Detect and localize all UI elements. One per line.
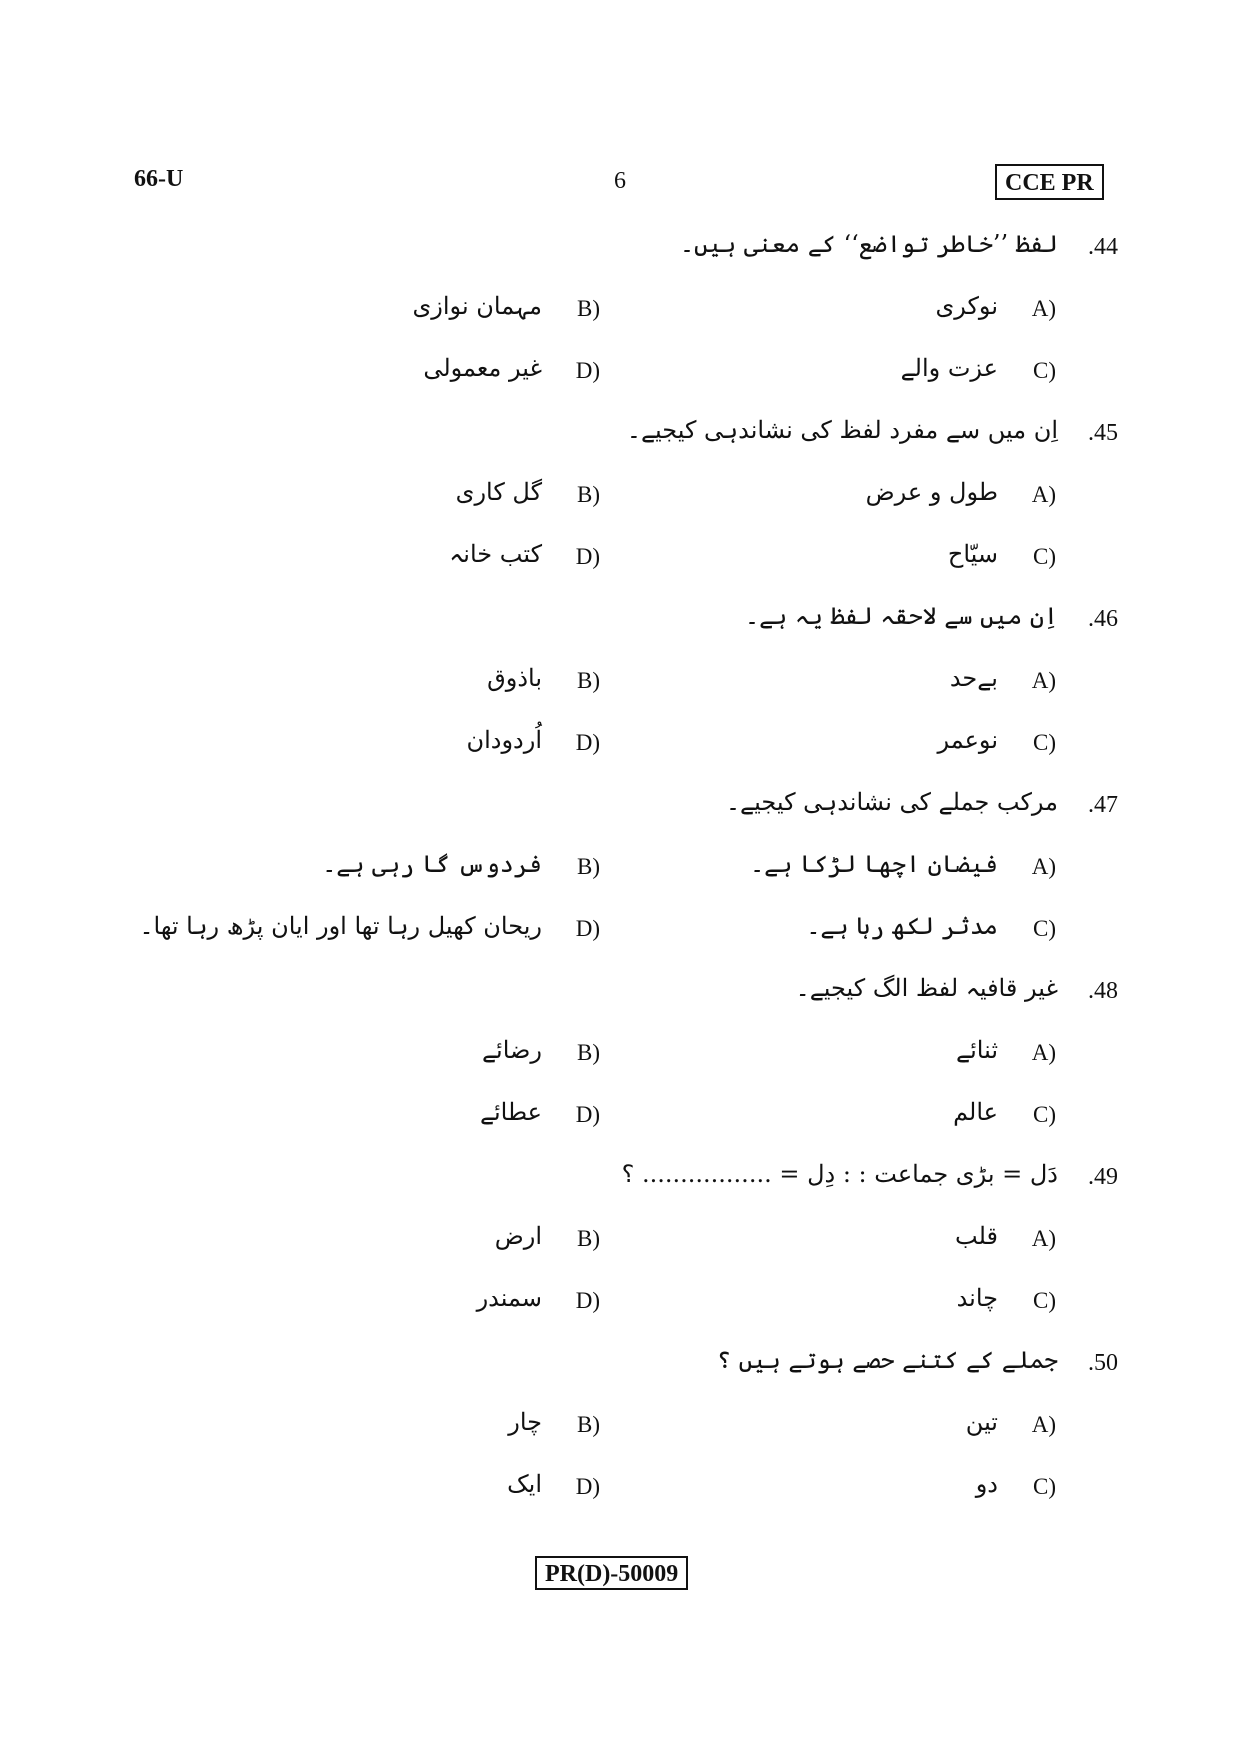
option-text: بےحد [949, 664, 998, 692]
option-text: سمندر [476, 1284, 542, 1312]
option-b [200, 1220, 600, 1268]
option-letter: B) [577, 1412, 600, 1437]
option-letter: A) [1031, 668, 1056, 693]
option-letter: B) [577, 482, 600, 507]
option-b [200, 476, 600, 524]
paper-code: 66-U [134, 166, 184, 192]
option-letter: A) [1031, 854, 1056, 879]
option-b [200, 290, 600, 338]
question-number: .48 [1088, 978, 1118, 1004]
option-text: باذوق [487, 664, 542, 692]
question-number: .45 [1088, 420, 1118, 446]
option-text: عطائے [479, 1098, 542, 1126]
option-letter: C) [1033, 1474, 1056, 1499]
question-number: .49 [1088, 1164, 1118, 1190]
option-c [656, 538, 1056, 586]
question-number: .50 [1088, 1350, 1118, 1376]
option-text: قلب [955, 1222, 998, 1250]
question-47 [600, 786, 1120, 834]
option-text: چار [508, 1408, 542, 1436]
question-48 [600, 972, 1120, 1020]
question-49 [600, 1158, 1120, 1206]
option-text: ثنائے [956, 1036, 998, 1064]
option-letter: C) [1033, 916, 1056, 941]
question-text: اِن میں سے مفرد لفظ کی نشاندہی کیجیے۔ [626, 416, 1058, 444]
exam-code-box: CCE PR [995, 164, 1104, 200]
option-letter: D) [575, 358, 600, 383]
option-a [656, 1034, 1056, 1082]
option-d [200, 1282, 600, 1330]
option-a [656, 1406, 1056, 1454]
option-text: تین [965, 1408, 998, 1436]
option-letter: D) [575, 544, 600, 569]
question-number: .44 [1088, 234, 1118, 260]
option-a [656, 290, 1056, 338]
option-text: چاند [956, 1284, 998, 1312]
option-text: طول و عرض [865, 478, 998, 506]
option-text: عزت والے [900, 354, 998, 382]
option-letter: C) [1033, 544, 1056, 569]
option-letter: A) [1031, 482, 1056, 507]
option-c [656, 910, 1056, 958]
option-c [656, 1096, 1056, 1144]
option-d [139, 910, 600, 958]
question-44 [600, 228, 1120, 276]
option-letter: D) [575, 1102, 600, 1127]
option-letter: D) [575, 1474, 600, 1499]
option-letter: D) [575, 1288, 600, 1313]
option-d [200, 352, 600, 400]
option-text: نوکری [935, 292, 998, 320]
option-letter: A) [1031, 1226, 1056, 1251]
option-letter: B) [577, 668, 600, 693]
option-letter: B) [577, 854, 600, 879]
option-a [656, 476, 1056, 524]
option-b [200, 1406, 600, 1454]
option-text: سیّاح [947, 540, 998, 568]
option-b [200, 1034, 600, 1082]
option-text: کتب خانہ [449, 540, 542, 568]
option-text: ارض [494, 1222, 542, 1250]
question-text: مرکب جملے کی نشاندہی کیجیے۔ [725, 788, 1058, 816]
option-text: غیر معمولی [423, 354, 542, 382]
option-text: مدثر لکھ رہا ہے۔ [806, 912, 998, 940]
option-text: فیضان اچھا لڑکا ہے۔ [750, 850, 998, 878]
option-c [656, 1282, 1056, 1330]
option-text: عالم [953, 1098, 998, 1126]
option-d [200, 1096, 600, 1144]
option-d [200, 1468, 600, 1516]
option-text: دو [975, 1470, 998, 1498]
option-a [656, 848, 1056, 896]
option-text: اُردودان [466, 726, 542, 754]
option-letter: D) [575, 916, 600, 941]
option-c [656, 352, 1056, 400]
option-text: ایک [507, 1470, 542, 1498]
option-letter: D) [575, 730, 600, 755]
option-b [200, 848, 600, 896]
question-text: اِن میں سے لاحقہ لفظ یہ ہے۔ [745, 602, 1058, 630]
option-c [656, 1468, 1056, 1516]
question-46 [600, 600, 1120, 648]
option-letter: B) [577, 1040, 600, 1065]
option-d [200, 724, 600, 772]
option-letter: C) [1033, 730, 1056, 755]
option-letter: B) [577, 1226, 600, 1251]
option-letter: A) [1031, 296, 1056, 321]
option-text: مہمان نوازی [412, 292, 542, 320]
option-letter: A) [1031, 1412, 1056, 1437]
footer-code-box: PR(D)-50009 [535, 1556, 688, 1590]
option-a [656, 1220, 1056, 1268]
question-number: .46 [1088, 606, 1118, 632]
question-text: غیر قافیہ لفظ الگ کیجیے۔ [795, 974, 1058, 1002]
option-letter: C) [1033, 358, 1056, 383]
question-text: دَل = بڑی جماعت : : دِل = ................. ؟ [621, 1160, 1058, 1188]
option-letter: C) [1033, 1102, 1056, 1127]
option-b [200, 662, 600, 710]
option-text: فردوس گا رہی ہے۔ [322, 850, 542, 878]
option-text: رضائے [481, 1036, 542, 1064]
option-text: گل کاری [455, 478, 542, 506]
question-45 [600, 414, 1120, 462]
question-text: جملے کے کتنے حصے ہوتے ہیں ؟ [716, 1346, 1058, 1374]
question-50 [600, 1344, 1120, 1392]
page-number: 6 [614, 168, 626, 194]
option-text: نوعمر [937, 726, 998, 754]
option-letter: C) [1033, 1288, 1056, 1313]
option-text: ریحان کھیل رہا تھا اور ایان پڑھ رہا تھا۔ [139, 912, 542, 940]
option-a [656, 662, 1056, 710]
option-letter: A) [1031, 1040, 1056, 1065]
option-d [200, 538, 600, 586]
option-c [656, 724, 1056, 772]
question-number: .47 [1088, 792, 1118, 818]
option-letter: B) [577, 296, 600, 321]
question-text: لفظ ’’خاطر تواضع‘‘ کے معنی ہیں۔ [679, 230, 1058, 258]
